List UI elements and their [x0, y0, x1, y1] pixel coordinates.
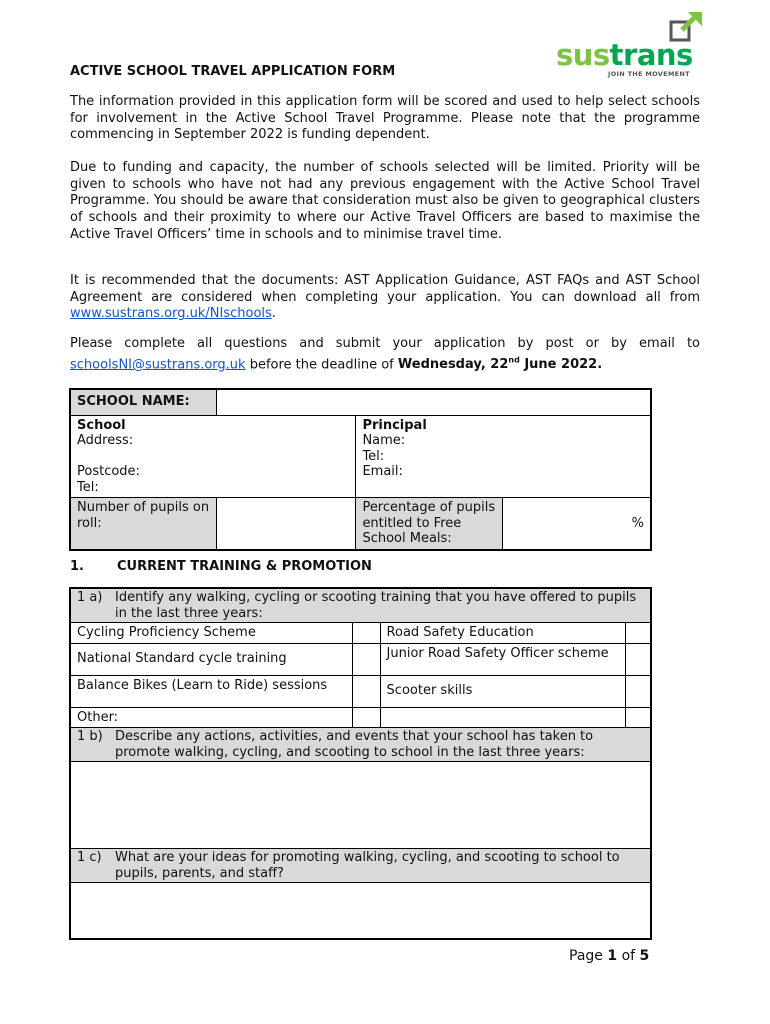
question-1a: 1 a) Identify any walking, cycling or scooting training that you have offered to pupils in the last three years:	[70, 588, 651, 623]
training-table	[69, 587, 652, 940]
form-title: ACTIVE SCHOOL TRAVEL APPLICATION FORM	[70, 64, 396, 79]
training-option: National Standard cycle training	[70, 643, 353, 675]
other-label: Other:	[70, 707, 353, 728]
logo-wordmark: sustrans	[556, 38, 693, 72]
email-link[interactable]: schoolsNI@sustrans.org.uk	[70, 357, 246, 373]
fsm-label: Percentage of pupils entitled to Free School Meals:	[356, 498, 503, 550]
training-option: Road Safety Education	[380, 623, 626, 644]
intro-paragraph-4: Please complete all questions and submit your application by post or by email to schoolsNI@sustrans.org.uk before the deadline of Wednesday, 22nd June 2022.	[70, 336, 700, 373]
question-1c: 1 c) What are your ideas for promoting walking, cycling, and scooting to school to pupils, parents, and staff?	[70, 849, 651, 883]
logo-tagline: JOIN THE MOVEMENT	[608, 70, 690, 78]
training-checkbox[interactable]	[626, 675, 651, 707]
training-checkbox[interactable]	[626, 707, 651, 728]
school-details-table	[69, 388, 652, 551]
training-option: Cycling Proficiency Scheme	[70, 623, 353, 644]
section-1-heading: 1. CURRENT TRAINING & PROMOTION	[70, 559, 372, 574]
training-option: Balance Bikes (Learn to Ride) sessions	[70, 675, 353, 707]
pupils-field[interactable]	[217, 498, 356, 550]
training-checkbox[interactable]	[353, 643, 380, 675]
training-checkbox[interactable]	[353, 707, 380, 728]
school-address-cell[interactable]: School Address: Postcode: Tel:	[70, 415, 356, 498]
answer-1b-field[interactable]	[70, 762, 651, 849]
question-1b: 1 b) Describe any actions, activities, and events that your school has taken to promote walking, cycling, and scooting to school in the last three years:	[70, 728, 651, 762]
training-checkbox[interactable]	[626, 623, 651, 644]
sustrans-logo	[556, 10, 706, 80]
school-name-field[interactable]	[217, 389, 652, 415]
principal-cell[interactable]: Principal Name: Tel: Email:	[356, 415, 651, 498]
training-option: Scooter skills	[380, 675, 626, 707]
schools-link[interactable]: www.sustrans.org.uk/NIschools	[70, 306, 272, 322]
fsm-field[interactable]	[502, 498, 651, 550]
school-name-label: SCHOOL NAME:	[70, 389, 217, 415]
intro-paragraph-3: It is recommended that the documents: AST Application Guidance, AST FAQs and AST School Agreement are considered when completing your application. You can download all from www.sustrans.org.uk/NIschools.	[70, 273, 700, 322]
training-option: Junior Road Safety Officer scheme	[380, 643, 626, 675]
training-checkbox[interactable]	[626, 643, 651, 675]
intro-paragraph-2: Due to funding and capacity, the number of schools selected will be limited. Priority will be given to schools who have not had any previous engagement with the Active School Travel Programme. You should be aware that consideration must also be given to geographical clusters of schools and their proximity to where our Active Travel Officers are based to maximise the Active Travel Officers’ time in schools and to minimise travel time.	[70, 160, 700, 242]
training-checkbox[interactable]	[353, 623, 380, 644]
answer-1c-field[interactable]	[70, 883, 651, 939]
training-checkbox[interactable]	[353, 675, 380, 707]
pupils-label: Number of pupils on roll:	[70, 498, 217, 550]
percent-sign: %	[631, 515, 644, 531]
other-field[interactable]	[380, 707, 626, 728]
page-number: Page 1 of 5	[569, 948, 650, 964]
intro-paragraph-1: The information provided in this application form will be scored and used to help select schools for involvement in the Active School Travel Programme. Please note that the programme commencing in September 2022 is funding dependent.	[70, 94, 700, 143]
